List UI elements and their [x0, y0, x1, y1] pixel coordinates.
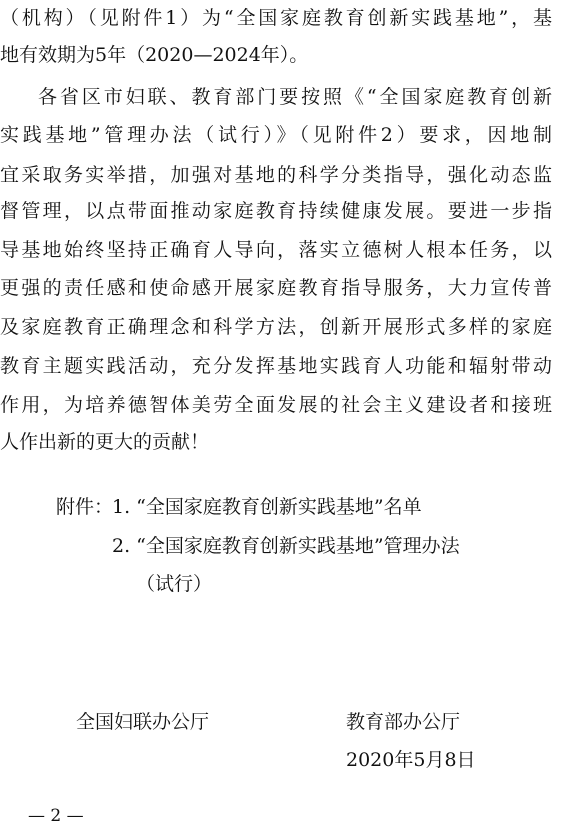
body-line-7: 导基地始终坚持正确育人导向，落实立德树人根本任务，以 — [0, 239, 552, 261]
attachment-item-2-continued: （试行） — [136, 573, 213, 595]
page-number: — 2 — — [28, 806, 84, 826]
body-line-9: 及家庭教育正确理念和科学方法，创新开展形式多样的家庭 — [0, 316, 552, 338]
signature-org-2: 教育部办公厅 — [346, 711, 461, 733]
body-line-4: 实践基地”管理办法（试行）》（见附件2）要求，因地制 — [0, 124, 552, 146]
body-line-10: 教育主题实践活动，充分发挥基地实践育人功能和辐射带动 — [0, 355, 552, 377]
body-line-12: 人作出新的更大的贡献！ — [0, 431, 210, 453]
body-line-3: 各省区市妇联、教育部门要按照《“全国家庭教育创新 — [38, 86, 552, 108]
body-line-11: 作用，为培养德智体美劳全面发展的社会主义建设者和接班 — [0, 394, 552, 416]
attachment-item-1: 1. “全国家庭教育创新实践基地”名单 — [112, 496, 422, 518]
attachment-item-2: 2. “全国家庭教育创新实践基地”管理办法 — [112, 535, 460, 557]
body-line-8: 更强的责任感和使命感开展家庭教育指导服务，大力宣传普 — [0, 277, 552, 299]
body-line-2: 地有效期为5年（2020—2024年）。 — [0, 44, 309, 66]
body-line-6: 督管理，以点带面推动家庭教育持续健康发展。要进一步指 — [0, 200, 552, 222]
body-line-1: （机构）（见附件1）为“全国家庭教育创新实践基地”，基 — [0, 7, 552, 29]
signature-org-1: 全国妇联办公厅 — [76, 711, 210, 733]
signature-date: 2020年5月8日 — [346, 749, 476, 771]
body-line-5: 宜采取务实举措，加强对基地的科学分类指导，强化动态监 — [0, 164, 552, 186]
attachments-label: 附件： — [56, 496, 114, 518]
